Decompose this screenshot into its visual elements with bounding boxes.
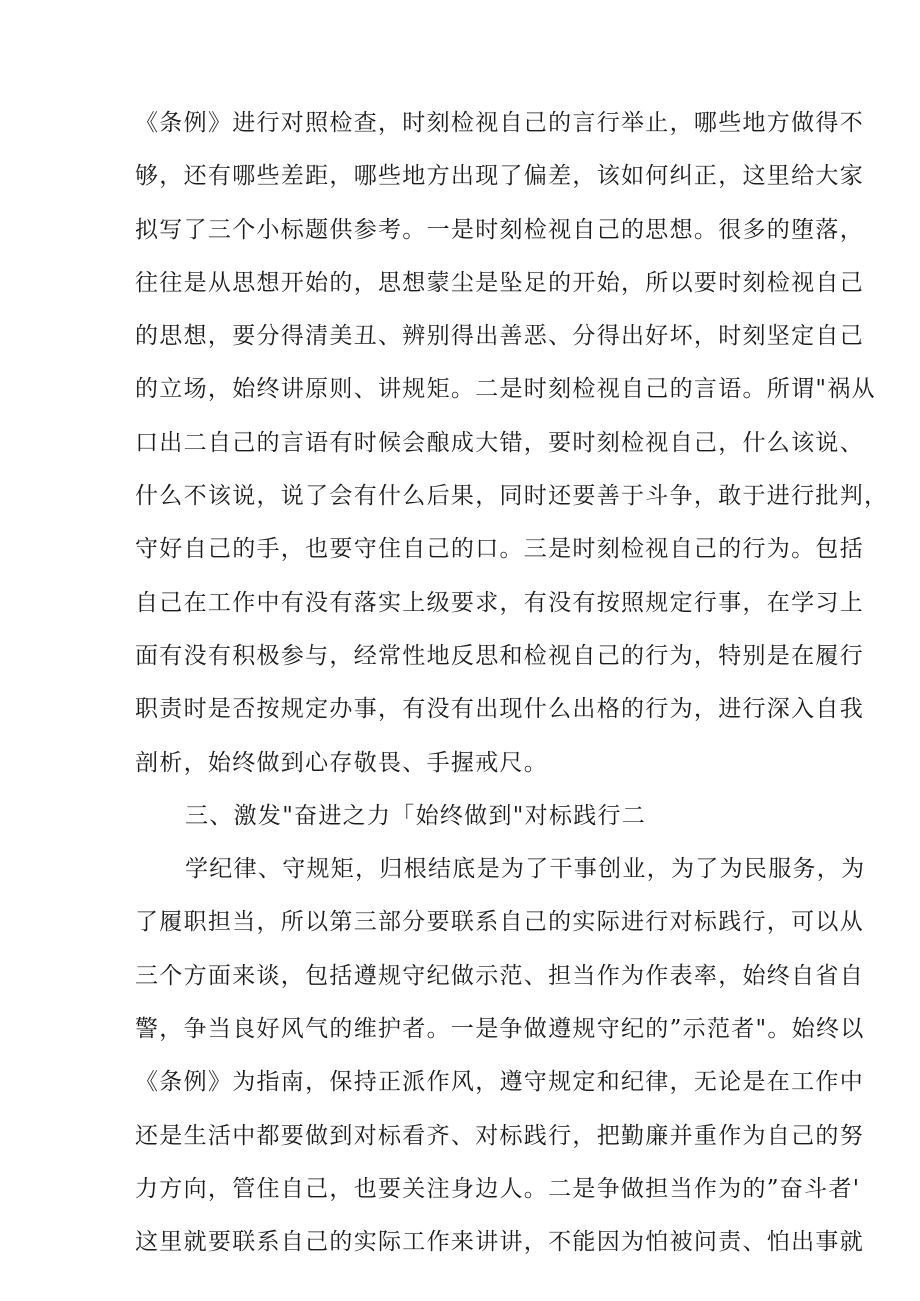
text-line: 的思想，要分得清美丑、辨别得出善恶、分得出好坏，时刻坚定自己 xyxy=(135,323,864,350)
text-line: 《条例》进行对照检查，时刻检视自己的言行举止，哪些地方做得不 xyxy=(135,110,864,136)
text-line: 学纪律、守规矩，归根结底是为了干事创业，为了为民服务，为 xyxy=(185,856,866,883)
text-line: 往往是从思想开始的，思想蒙尘是坠足的开始，所以要时刻检视自己 xyxy=(135,269,864,296)
text-line: 的立场，始终讲原则、讲规矩。二是时刻检视自己的言语。所谓"祸从 xyxy=(135,376,876,403)
text-line: 自己在工作中有没有落实上级要求，有没有按照规定行事，在学习上 xyxy=(135,589,864,616)
text-line: 剖析，始终做到心存敬畏、手握戒尺。 xyxy=(135,749,549,776)
body-text xyxy=(135,97,889,1270)
text-line: 《条例》为指南，保持正派作风，遵守规定和纪律，无论是在工作中 xyxy=(135,1069,864,1096)
text-line: 守好自己的手，也要守住自己的口。三是时刻检视自己的行为。包括 xyxy=(135,536,864,563)
text-line: 面有没有积极参与，经常性地反思和检视自己的行为，特别是在履行 xyxy=(135,642,864,669)
text-line: 力方向，管住自己，也要关注身边人。二是争做担当作为的”奋斗者' xyxy=(135,1175,861,1202)
section-heading: 三、激发"奋进之力「始终做到"对标践行二 xyxy=(185,802,647,829)
text-line: 三个方面来谈，包括遵规守纪做示范、担当作为作表率，始终自省自 xyxy=(135,962,864,989)
text-line: 口出二自己的言语有时候会酿成大错，要时刻检视自己，什么该说、 xyxy=(135,429,864,456)
text-line: 了履职担当，所以第三部分要联系自己的实际进行对标践行，可以从 xyxy=(135,909,864,936)
text-line: 还是生活中都要做到对标看齐、对标践行，把勤廉并重作为自己的努 xyxy=(135,1122,864,1149)
text-line: 警，争当良好风气的维护者。一是争做遵规守纪的”示范者"。始终以 xyxy=(135,1016,865,1043)
text-line: 够，还有哪些差距，哪些地方出现了偏差，该如何纠正，这里给大家 xyxy=(135,163,864,190)
text-line: 什么不该说，说了会有什么后果，同时还要善于斗争，敢于进行批判， xyxy=(135,483,889,510)
text-line: 拟写了三个小标题供参考。一是时刻检视自己的思想。很多的堕落， xyxy=(135,216,864,243)
text-line: 这里就要联系自己的实际工作来讲讲，不能因为怕被问责、怕出事就 xyxy=(135,1229,864,1256)
text-line: 职责时是否按规定办事，有没有出现什么出格的行为，进行深入自我 xyxy=(135,696,864,723)
